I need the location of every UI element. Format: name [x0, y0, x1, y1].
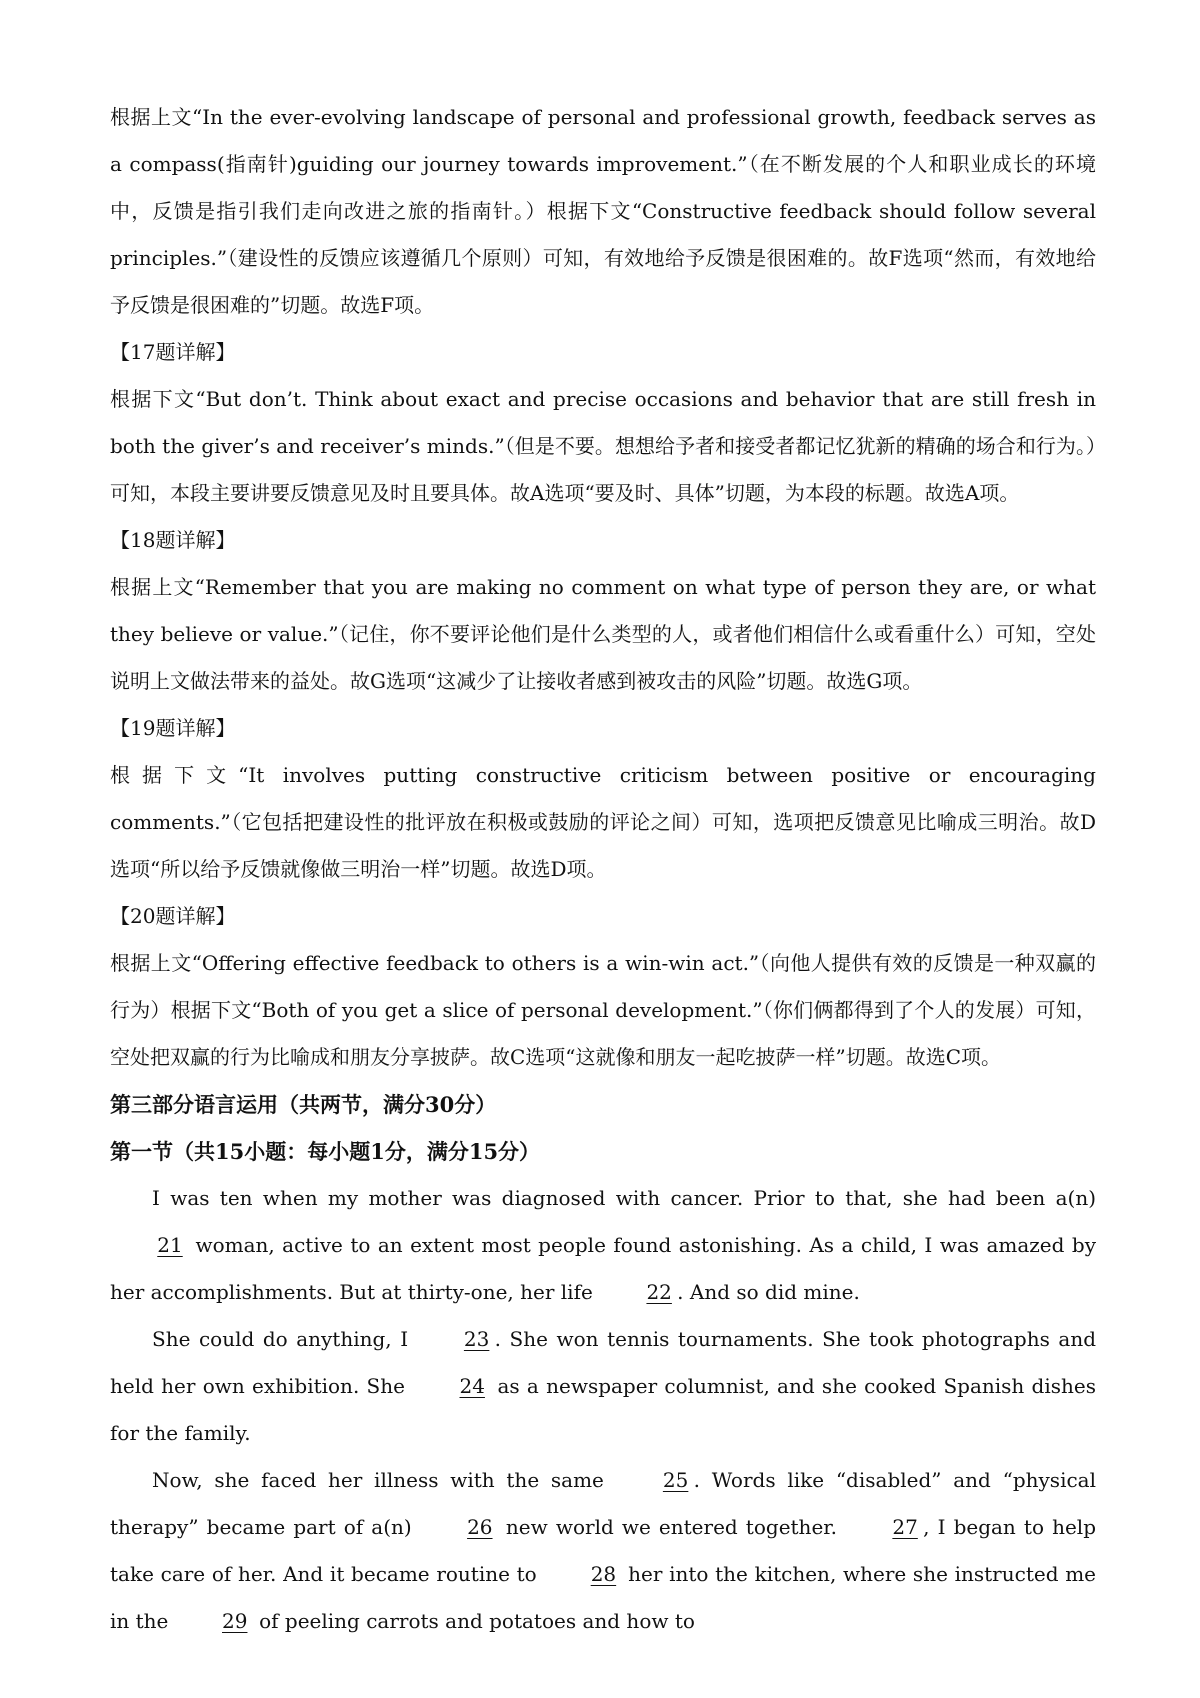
passage-paragraph-1	[110, 1175, 1096, 1316]
blank-27: 27	[892, 1515, 918, 1539]
q17-explanation: 根据下文“But don’t. Think about exact and precise occasions and behavior that are still fresh in both the giver’s and receiver’s minds.”（但是不要。想想给予者和接受者都记忆犹新的精确的场合和行为。）可知，本段主要讲要反馈意见及时且要具体。故A选项“要及时、具体”切题，为本段的标题。故选A项。	[110, 387, 1096, 505]
passage-text: Now, she faced her illness with the same	[152, 1468, 616, 1492]
passage-text: . She won tennis tournaments. She took photographs and held her own exhibition. She	[110, 1327, 1097, 1398]
passage-text: She could do anything, I	[152, 1327, 417, 1351]
q18-heading: 【18题详解】	[110, 528, 236, 552]
passage-text: woman, active to an extent most people found astonishing. As a child, I was amazed by her accomplishments. But at thirty-one, her life	[110, 1233, 1096, 1304]
passage-paragraph-3	[110, 1457, 1096, 1645]
passage-text: . And so did mine.	[677, 1280, 860, 1304]
passage-text: new world we entered together.	[497, 1515, 846, 1539]
blank-24: 24	[459, 1374, 485, 1398]
blank-22: 22	[646, 1280, 672, 1304]
passage-text: of peeling carrots and potatoes and how to	[252, 1609, 695, 1633]
passage-paragraph-2	[110, 1316, 1096, 1457]
blank-26: 26	[467, 1515, 493, 1539]
q16-explanation: 根据上文“In the ever-evolving landscape of personal and professional growth, feedback serves as a compass(指南针)guiding our journey towards improvement.”（在不断发展的个人和职业成长的环境中，反馈是指引我们走向改进之旅的指南针。）根据下文“Constructive feedback should follow several principles.”（建设性的反馈应该遵循几个原则）可知，有效地给予反馈是很困难的。故F选项“然而，有效地给予反馈是很困难的”切题。故选F项。	[110, 105, 1096, 317]
q19-heading: 【19题详解】	[110, 716, 236, 740]
blank-29: 29	[222, 1609, 248, 1633]
passage-text: I was ten when my mother was diagnosed with cancer. Prior to that, she had been a(n)	[152, 1186, 1096, 1210]
document-content	[110, 94, 1096, 1645]
passage-text: . Words like “disabled” and “physical therapy” became part of a(n)	[110, 1468, 1096, 1539]
passage-text: , I began to help take care of her. And it became routine to	[110, 1515, 1097, 1586]
q20-heading: 【20题详解】	[110, 904, 236, 928]
q20-explanation: 根据上文“Offering effective feedback to others is a win-win act.”（向他人提供有效的反馈是一种双赢的行为）根据下文“Both of you get a slice of personal development.”（你们俩都得到了个人的发展）可知，空处把双赢的行为比喻成和朋友分享披萨。故C选项“这就像和朋友一起吃披萨一样”切题。故选C项。	[110, 951, 1096, 1069]
part3-heading: 第三部分语言运用（共两节，满分30分）	[110, 1092, 497, 1117]
section1-heading: 第一节（共15小题：每小题1分，满分15分）	[110, 1139, 541, 1164]
blank-21: 21	[157, 1233, 183, 1257]
blank-23: 23	[463, 1327, 490, 1351]
passage-text: as a newspaper columnist, and she cooked Spanish dishes for the family.	[110, 1374, 1096, 1445]
blank-28: 28	[590, 1562, 617, 1586]
q18-explanation: 根据上文“Remember that you are making no comment on what type of person they are, or what they believe or value.”（记住，你不要评论他们是什么类型的人，或者他们相信什么或看重什么）可知，空处说明上文做法带来的益处。故G选项“这减少了让接收者感到被攻击的风险”切题。故选G项。	[110, 575, 1096, 693]
blank-25: 25	[662, 1468, 689, 1492]
q19-explanation: 根据下文“It involves putting constructive criticism between positive or encouraging comments.”（它包括把建设性的批评放在积极或鼓励的评论之间）可知，选项把反馈意见比喻成三明治。故D选项“所以给予反馈就像做三明治一样”切题。故选D项。	[110, 763, 1096, 881]
q17-heading: 【17题详解】	[110, 340, 236, 364]
passage-text: her into the kitchen, where she instructed me in the	[110, 1562, 1096, 1633]
